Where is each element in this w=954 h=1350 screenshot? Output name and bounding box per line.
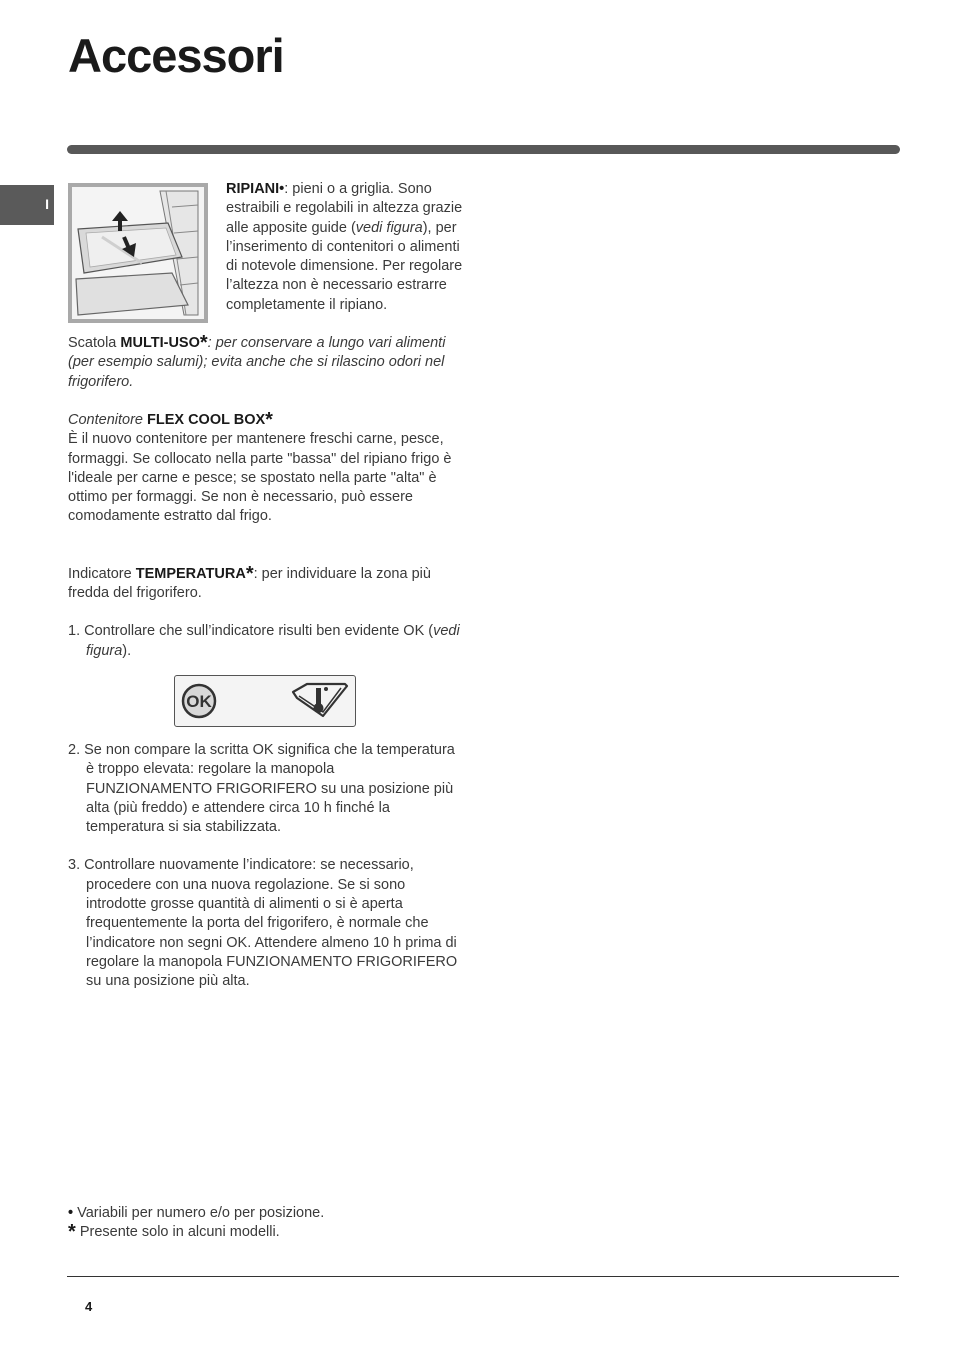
temperatura-star: * [245, 562, 254, 585]
ripiani-label: RIPIANI [226, 181, 280, 197]
ripiani-figure-ref: vedi figura [355, 219, 423, 236]
shelf-illustration [68, 183, 208, 323]
footnote-star-marker: * [68, 1221, 76, 1244]
step-2: 2. Se non compare la scritta OK significa che la temperatura è troppo elevata: regolare la manopola FUNZIONAMENTO FRIGORIFERO su una posizione più alta (più freddo) e attendere circa 10 h finché la temperatura si sia stabilizzata. [68, 741, 455, 836]
flexcool-text: È il nuovo contenitore per mantenere freschi carne, pesce, formaggi. Se collocato nella parte "bassa" del ripiano frigo è l'ideale per carne e pesce; se spostato nella parte "alta" è ottimo per formaggi. Se non è necessario, può essere comodamente estratto dal frigo. [68, 431, 452, 525]
multiuso-paragraph [68, 334, 464, 392]
temperatura-label: TEMPERATURA [135, 565, 246, 582]
step-1-text: 1. Controllare che sull’indicatore risulti ben evidente OK ( [68, 623, 434, 640]
footnote-star [68, 1223, 468, 1242]
temperatura-text: : per individuare la zona più fredda del frigorifero. [68, 565, 431, 602]
multiuso-label: MULTI-USO [120, 335, 200, 352]
ripiani-bullet-marker: • [279, 181, 285, 197]
page-number: 4 [85, 1299, 93, 1314]
ok-indicator-label: OK [186, 691, 212, 711]
footnote-bullet-text: Variabili per numero e/o per posizione. [73, 1205, 325, 1221]
language-tab-label: I [45, 196, 49, 212]
footnote-bullet [68, 1204, 468, 1223]
main-column [68, 180, 464, 992]
language-tab [0, 185, 54, 225]
step-3: 3. Controllare nuovamente l’indicatore: se necessario, procedere con una nuova regolazione. Se si sono introdotte grosse quantità di alimenti o si è aperta frequentemente la porta del frigorifero, è normale che l’indicatore non segni OK. Attendere almeno 10 h prima di regolare la manopola FUNZIONAMENTO FRIGORIFERO su una posizione più alta. [68, 857, 458, 990]
multiuso-text: : per conservare a lungo vari alimenti (per esempio salumi); evita anche che si rilascino odori nel frigorifero. [68, 335, 446, 390]
ripiani-text: : pieni o a griglia. Sono estraibili e regolabili in altezza grazie alle apposite guide ( [226, 181, 463, 236]
flexcool-star: * [265, 408, 273, 431]
page-title: Accessori [68, 29, 284, 82]
temperatura-prefix: Indicatore [68, 565, 136, 582]
ripiani-text-cont: ), per l’inserimento di contenitori o alimenti di notevole dimensione. Per regolare l’altezza non è necessario estrarre completamente il ripiano. [226, 219, 463, 313]
flexcool-label: FLEX COOL BOX [147, 411, 266, 428]
multiuso-prefix: Scatola [68, 335, 121, 352]
multiuso-star: * [199, 332, 208, 355]
step-1 [68, 622, 464, 661]
flexcool-heading [68, 408, 464, 431]
bottom-divider [67, 1276, 899, 1277]
step-1-text-end: ). [122, 642, 132, 659]
temperatura-paragraph [68, 562, 464, 604]
temperature-indicator-figure [174, 675, 356, 727]
footnotes [68, 1204, 468, 1243]
flexcool-prefix: Contenitore [68, 411, 147, 428]
footnote-star-text: Presente solo in alcuni modelli. [75, 1224, 280, 1241]
step-1-figure-ref: vedi figura [86, 623, 460, 659]
footnote-bullet-marker: • [68, 1205, 74, 1221]
top-divider [67, 145, 900, 154]
